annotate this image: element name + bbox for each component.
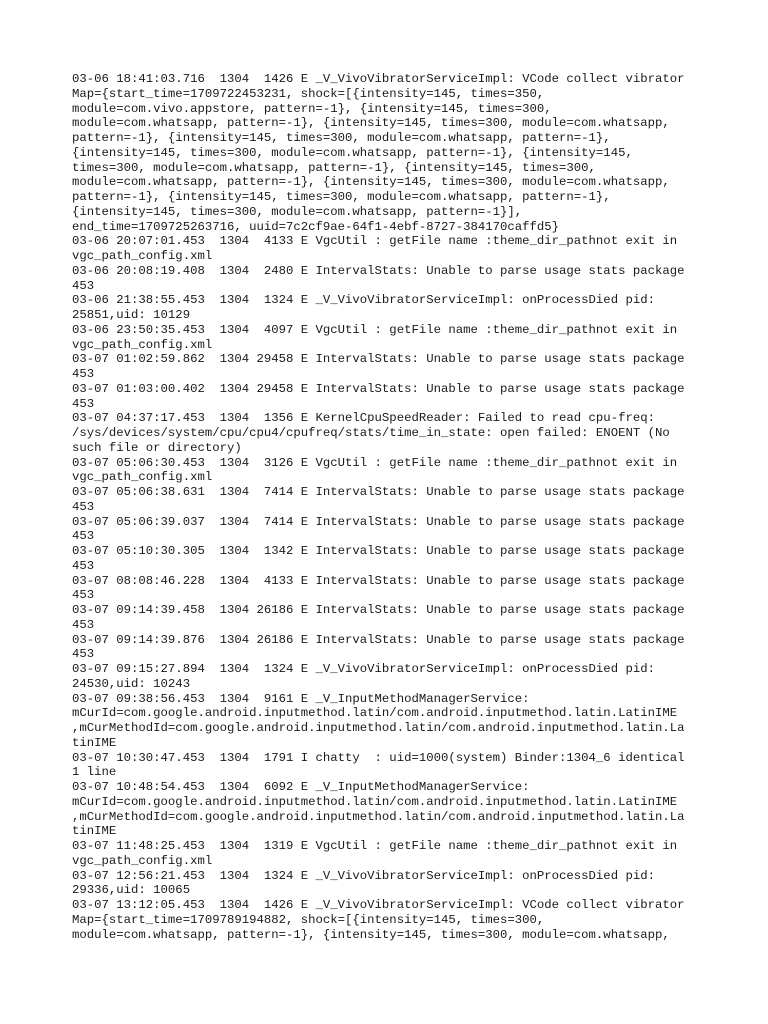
log-line: 03-07 05:10:30.305 1304 1342 E IntervalStats: Unable to parse usage stats package: [72, 544, 685, 558]
log-line: 03-07 05:06:30.453 1304 3126 E VgcUtil : getFile name :theme_dir_pathnot exit in: [72, 455, 678, 470]
log-line: 453: [72, 367, 95, 381]
log-line: 453: [72, 396, 95, 411]
log-line: pattern=-1}, {intensity=145, times=300, module=com.whatsapp, pattern=-1},: [72, 190, 611, 204]
log-line: 03-07 10:30:47.453 1304 1791 I chatty : uid=1000(system) Binder:1304_6 identical: [72, 750, 685, 765]
log-line: pattern=-1}, {intensity=145, times=300, module=com.whatsapp, pattern=-1},: [72, 131, 611, 145]
log-line: 03-07 05:06:38.631 1304 7414 E IntervalStats: Unable to parse usage stats package: [72, 485, 685, 499]
log-line: mCurId=com.google.android.inputmethod.latin/com.android.inputmethod.latin.LatinIME: [72, 706, 678, 721]
log-line: 03-07 09:14:39.876 1304 26186 E IntervalStats: Unable to parse usage stats package: [72, 632, 685, 647]
log-line: tinIME: [72, 824, 117, 839]
log-line: 03-07 09:38:56.453 1304 9161 E _V_InputMethodManagerService:: [72, 691, 530, 706]
log-line: 29336,uid: 10065: [72, 883, 191, 898]
log-line: times=300, module=com.whatsapp, pattern=-1}, {intensity=145, times=300,: [72, 160, 596, 175]
log-line: 03-07 13:12:05.453 1304 1426 E _V_VivoVibratorServiceImpl: VCode collect vibrator: [72, 898, 685, 912]
log-line: 03-07 01:02:59.862 1304 29458 E IntervalStats: Unable to parse usage stats package: [72, 352, 685, 367]
log-line: module=com.whatsapp, pattern=-1}, {intensity=145, times=300, module=com.whatsapp,: [72, 927, 670, 942]
log-line: mCurId=com.google.android.inputmethod.latin/com.android.inputmethod.latin.LatinIME: [72, 794, 678, 809]
log-line: /sys/devices/system/cpu/cpu4/cpufreq/stats/time_in_state: open failed: ENOENT (No: [72, 426, 670, 440]
log-line: 453: [72, 647, 95, 662]
log-line: 03-06 20:07:01.453 1304 4133 E VgcUtil : getFile name :theme_dir_pathnot exit in: [72, 234, 678, 249]
log-line: 03-07 09:14:39.458 1304 26186 E IntervalStats: Unable to parse usage stats package: [72, 603, 685, 617]
log-line: 03-07 11:48:25.453 1304 1319 E VgcUtil : getFile name :theme_dir_pathnot exit in: [72, 839, 678, 853]
log-text: [72, 72, 702, 942]
log-line: ,mCurMethodId=com.google.android.inputmethod.latin/com.android.inputmethod.latin.La: [72, 721, 685, 735]
log-line: module=com.vivo.appstore, pattern=-1}, {intensity=145, times=300,: [72, 101, 552, 116]
log-line: 453: [72, 588, 95, 603]
log-line: {intensity=145, times=300, module=com.whatsapp, pattern=-1}, {intensity=145,: [72, 145, 633, 160]
log-line: Map={start_time=1709722453231, shock=[{intensity=145, times=350,: [72, 86, 545, 101]
log-line: 453: [72, 617, 95, 632]
log-line: tinIME: [72, 735, 117, 750]
log-line: such file or directory): [72, 440, 242, 455]
log-line: 453: [72, 529, 95, 544]
log-line: ,mCurMethodId=com.google.android.inputmethod.latin/com.android.inputmethod.latin.La: [72, 809, 685, 824]
log-line: module=com.whatsapp, pattern=-1}, {intensity=145, times=300, module=com.whatsapp,: [72, 175, 670, 190]
log-line: vgc_path_config.xml: [72, 249, 213, 263]
log-line: end_time=1709725263716, uuid=7c2cf9ae-64f1-4ebf-8727-384170caffd5}: [72, 219, 560, 234]
log-line: 03-06 20:08:19.408 1304 2480 E IntervalStats: Unable to parse usage stats package: [72, 263, 685, 278]
log-line: 03-07 08:08:46.228 1304 4133 E IntervalStats: Unable to parse usage stats package: [72, 573, 685, 588]
log-line: 03-07 04:37:17.453 1304 1356 E KernelCpuSpeedReader: Failed to read cpu-freq:: [72, 411, 655, 426]
log-line: vgc_path_config.xml: [72, 853, 213, 868]
log-line: 453: [72, 278, 95, 293]
log-line: 1 line: [72, 765, 117, 780]
log-line: 24530,uid: 10243: [72, 676, 191, 691]
log-line: {intensity=145, times=300, module=com.whatsapp, pattern=-1}],: [72, 204, 523, 219]
log-line: 03-07 10:48:54.453 1304 6092 E _V_InputMethodManagerService:: [72, 780, 530, 794]
log-line: 03-07 12:56:21.453 1304 1324 E _V_VivoVibratorServiceImpl: onProcessDied pid:: [72, 868, 655, 883]
log-line: vgc_path_config.xml: [72, 470, 213, 485]
log-line: Map={start_time=1709789194882, shock=[{intensity=145, times=300,: [72, 912, 545, 927]
log-line: 453: [72, 499, 95, 514]
log-line: 03-06 23:50:35.453 1304 4097 E VgcUtil : getFile name :theme_dir_pathnot exit in: [72, 322, 678, 337]
log-line: vgc_path_config.xml: [72, 337, 213, 352]
log-line: 03-07 01:03:00.402 1304 29458 E IntervalStats: Unable to parse usage stats package: [72, 381, 685, 396]
log-line: 03-06 18:41:03.716 1304 1426 E _V_VivoVibratorServiceImpl: VCode collect vibrator: [72, 72, 685, 86]
log-line: 03-06 21:38:55.453 1304 1324 E _V_VivoVibratorServiceImpl: onProcessDied pid:: [72, 293, 655, 308]
log-line: 25851,uid: 10129: [72, 308, 191, 322]
log-line: 03-07 05:06:39.037 1304 7414 E IntervalStats: Unable to parse usage stats package: [72, 514, 685, 529]
log-line: 03-07 09:15:27.894 1304 1324 E _V_VivoVibratorServiceImpl: onProcessDied pid:: [72, 662, 655, 676]
log-line: module=com.whatsapp, pattern=-1}, {intensity=145, times=300, module=com.whatsapp,: [72, 116, 670, 131]
log-line: 453: [72, 558, 95, 573]
